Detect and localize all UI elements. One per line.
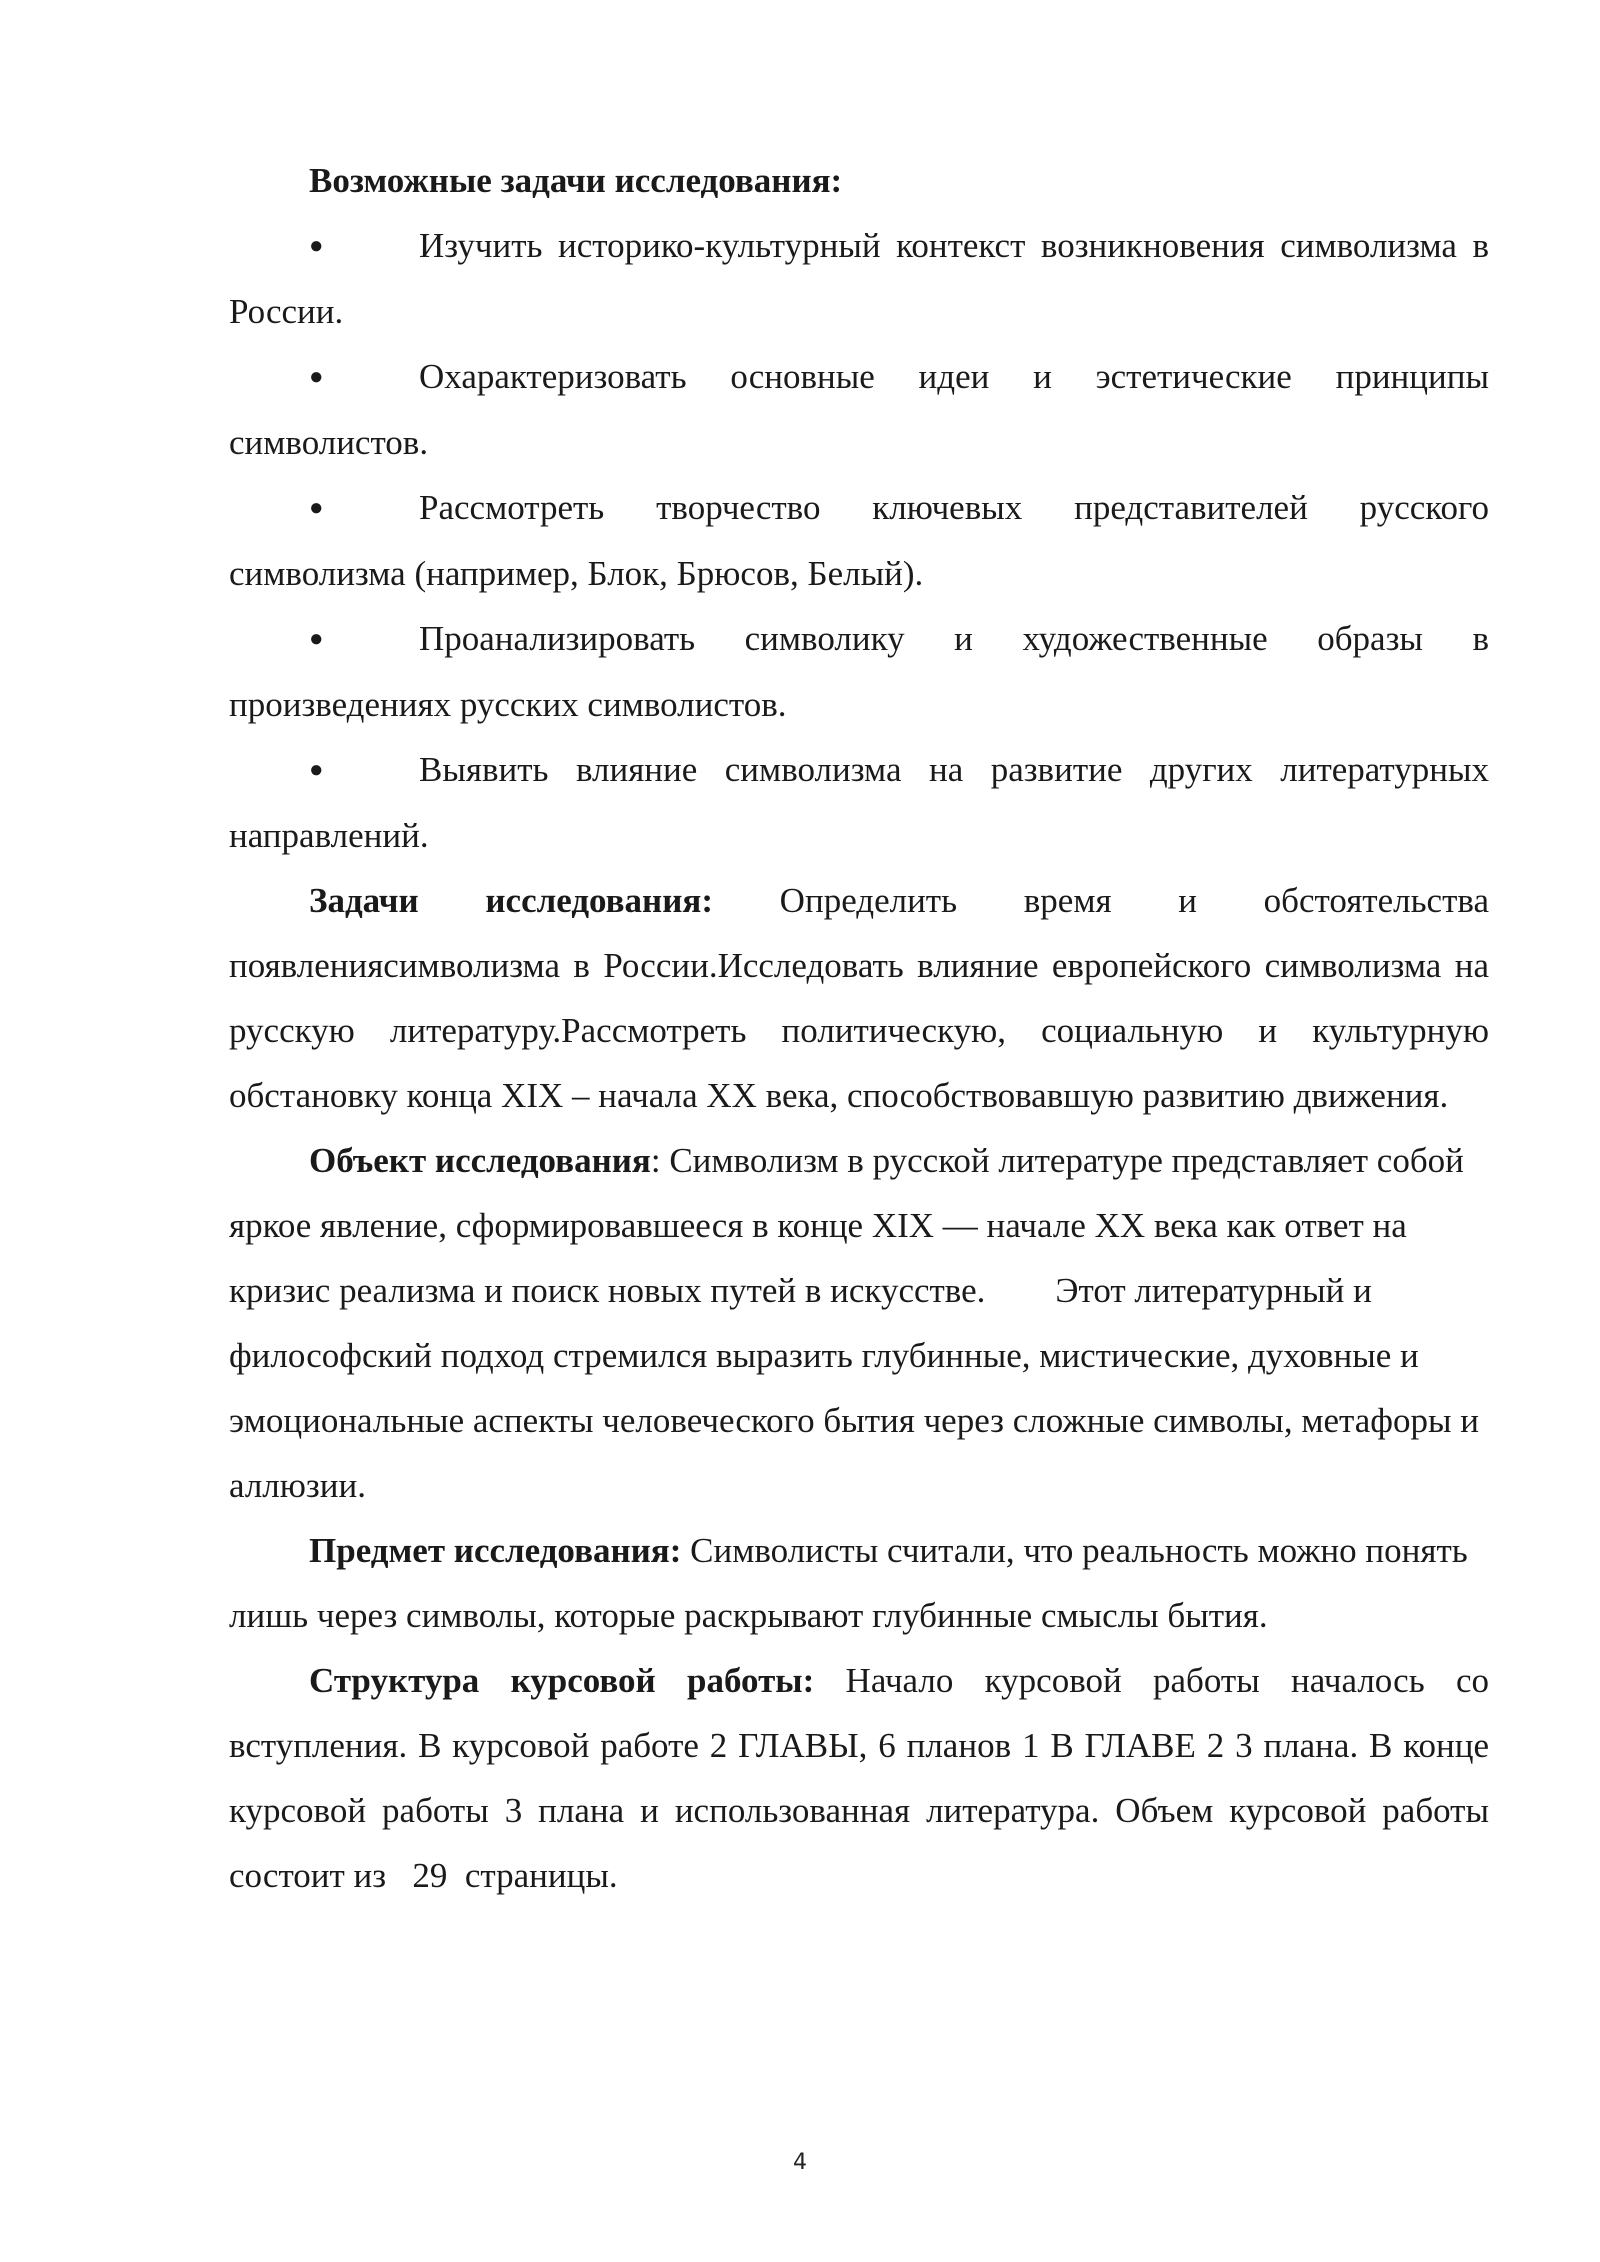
page-number: 4 (793, 2150, 807, 2175)
list-item (229, 213, 1489, 344)
bullet-icon (309, 345, 419, 410)
bullet-icon (309, 476, 419, 541)
list-item (229, 606, 1489, 737)
structure-heading: Структура курсовой работы: (309, 1661, 815, 1700)
list-item-text: Проанализировать символику и художественные образы в произведениях русских символистов. (229, 619, 1489, 724)
list-item-text: Рассмотреть творчество ключевых представителей русского символизма (например, Блок, Брюсов, Белый). (229, 488, 1489, 593)
object-heading: Объект исследования (309, 1141, 651, 1180)
list-item (229, 344, 1489, 475)
bullet-icon (309, 214, 419, 279)
page-content (229, 148, 1498, 1908)
list-item-text: Изучить историко-культурный контекст возникновения символизма в России. (229, 226, 1489, 331)
list-item-text: Выявить влияние символизма на развитие других литературных направлений. (229, 750, 1489, 855)
structure-paragraph (229, 1648, 1498, 1908)
tasks-heading-text: Возможные задачи исследования: (309, 161, 843, 200)
research-tasks-text: Определить время и обстоятельства появлениясимволизма в России.Исследовать влияние европейского символизма на русскую литературу.Рассмотреть политическую, социальную и культурную обстановку конца XIX – начала XX века, способствовавшую развитию движения. (229, 881, 1489, 1115)
research-tasks-paragraph (229, 868, 1489, 1128)
subject-heading: Предмет исследования: (309, 1531, 682, 1570)
tasks-heading (229, 148, 1489, 213)
subject-text: Символисты считали, что реальность можно понять лишь через символы, которые раскрывают глубинные смыслы бытия. (229, 1531, 1468, 1635)
list-item (229, 737, 1489, 868)
list-item (229, 475, 1489, 606)
subject-paragraph (229, 1518, 1489, 1648)
research-tasks-heading: Задачи исследования: (309, 881, 713, 920)
list-item-text: Охарактеризовать основные идеи и эстетические принципы символистов. (229, 357, 1489, 462)
structure-text: Начало курсовой работы началось со вступления. В курсовой работе 2 ГЛАВЫ, 6 планов 1 В ГЛАВЕ 2 3 плана. В конце курсовой работы 3 плана и использованная литература. Объем курсовой работы состоит из 29 страницы. (229, 1661, 1498, 1895)
object-paragraph (229, 1128, 1489, 1518)
bullet-icon (309, 607, 419, 672)
bullet-icon (309, 738, 419, 803)
object-text: : Символизм в русской литературе представляет собой яркое явление, сформировавшееся в конце XIX — начале XX века как ответ на кризис реализма и поиск новых путей в искусстве. Этот литературный и философский подход стремился выразить глубинные, мистические, духовные и эмоциональные аспекты человеческого бытия через сложные символы, метафоры и аллюзии. (229, 1141, 1488, 1505)
